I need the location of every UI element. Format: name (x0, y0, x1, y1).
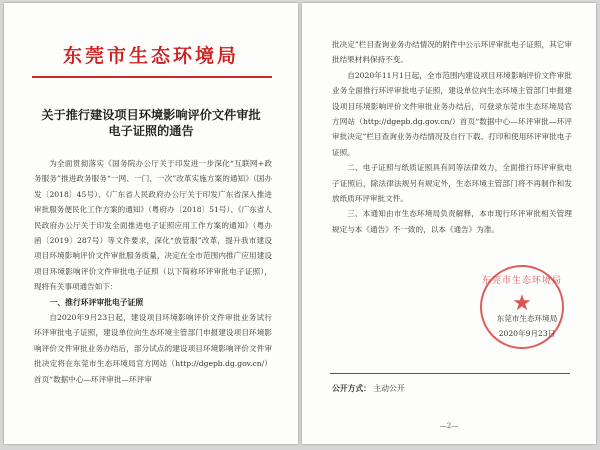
disclosure-line (332, 383, 405, 394)
rollout-paragraph: 自2020年11月1日起，全市范围内建设项目环境影响评价文件审批业务全面推行环评审批电子证照，建设单位向生态环境主管部门申报建设项目环境影响评价文件审批业务办结后，可登录东莞市生态环境局官方网站（http://dgepb.dg.gov.cn/）首页“数据中心—环评审批—环评审批决定”栏目查询业务办结情况及自行下载、打印和使用环评审批电子证照。 (332, 70, 572, 157)
document-page-2 (302, 3, 596, 444)
disclosure-label: 公开方式： (332, 384, 371, 393)
disclosure-value: 主动公开 (373, 384, 405, 393)
legal-effect-paragraph: 二、电子证照与纸质证照具有同等法律效力，全面推行环评审批电子证照后，除法律法规另有规定外，生态环境主管部门将不再制作和发放纸质环评审批文件。 (332, 163, 572, 204)
document-page-1 (4, 3, 298, 444)
intro-paragraph: 为全面贯彻落实《国务院办公厅关于印发进一步深化“互联网+政务服务”推进政务服务“一网、一门、一次”改革实施方案的通知》（国办发〔2018〕45号）、《广东省人民政府办公厅关于印发广东省深入推进审批服务便民化工作方案的通知》（粤府办〔2018〕51号）、《广东省人民政府办公厅关于印发全面推进电子证照应用工作方案的通知》（粤办函〔2019〕287号）等文件要求，深化“放管服”改革，提升我市建设项目环境影响评价文件审批服务质量，决定在全市范围内推广应用建设项目环境影响评价文件审批电子证照（以下简称环评审批电子证照），现将有关事项通告如下： (34, 159, 272, 292)
signature-block (472, 311, 582, 342)
seal-text: 东莞市生态环境局 (482, 276, 563, 286)
document-body-continued (332, 37, 572, 237)
document-title (4, 107, 298, 139)
section-heading: 一、推行环评审批电子证照 (49, 297, 144, 307)
document-title-line-2: 电子证照的通告 (108, 124, 194, 138)
continued-paragraph: 批决定”栏目查询业务办结情况的附件中公示环评审批电子证照，其它审批结果材料保持不变。 (332, 40, 572, 65)
document-title-line-1: 关于推行建设项目环境影响评价文件审批 (41, 108, 261, 122)
document-body (34, 156, 272, 387)
red-divider-line (32, 76, 272, 78)
page-number: —2— (439, 422, 459, 430)
interpretation-paragraph: 三、本通知由市生态环境局负责解释，本市现行环评审批相关管理规定与本《通告》不一致的，以本《通告》为准。 (332, 209, 572, 234)
seal-star-icon: ★ (512, 291, 532, 316)
issuer-header: 东莞市生态环境局 (62, 45, 239, 67)
signature-date: 2020年9月23日 (498, 329, 556, 339)
signature-organization: 东莞市生态环境局 (496, 314, 558, 323)
section-paragraph: 自2020年9月23日起，建设项目环境影响评价文件审批业务试行环评审批电子证照，建设单位向生态环境主管部门申报建设项目环境影响评价文件审批业务办结后，部分试点的建设项目环境影响评价文件审批决定将在东莞市生态环境局官方网站（http://dgepb.dg.gov.cn/）首页“数据中心—环评审批—环评审 (34, 313, 272, 384)
footer-divider (330, 373, 570, 374)
